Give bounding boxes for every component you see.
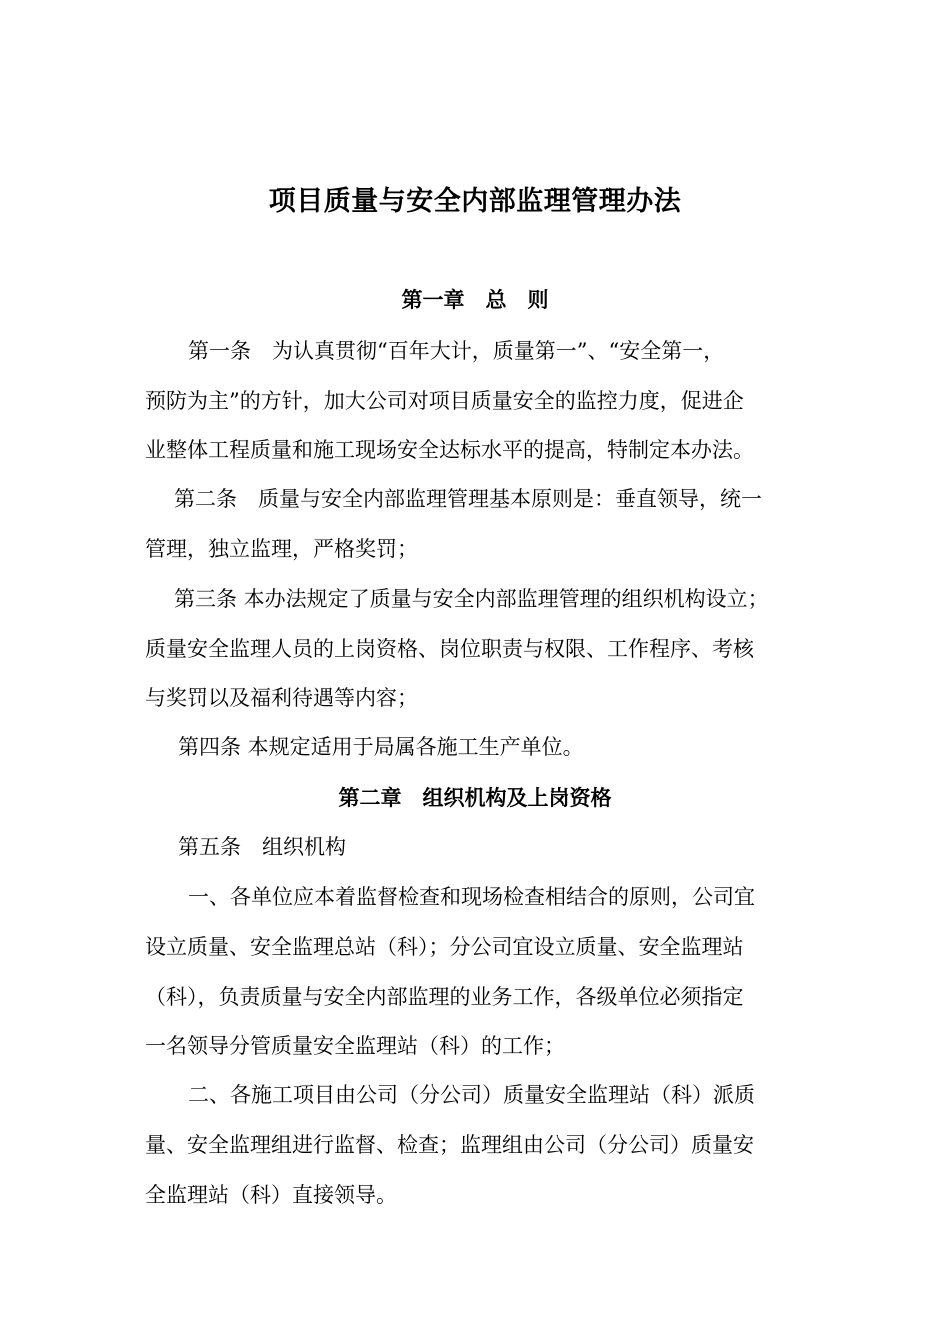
item-1-line-3: （科），负责质量与安全内部监理的业务工作，各级单位必须指定 bbox=[145, 985, 744, 1009]
article-1-line-2: 预防为主”的方针，加大公司对项目质量安全的监控力度，促进企 bbox=[145, 389, 744, 413]
item-2-line-2: 量、安全监理组进行监督、检查；监理组由公司（分公司）质量安 bbox=[145, 1133, 754, 1157]
item-2-line-3: 全监理站（科）直接领导。 bbox=[145, 1183, 397, 1207]
article-2-line-2: 管理，独立监理，严格奖罚； bbox=[145, 537, 418, 561]
article-1-line-1: 第一条 为认真贯彻“百年大计，质量第一”、“安全第一， bbox=[188, 339, 725, 363]
article-4-line-1: 第四条 本规定适用于局属各施工生产单位。 bbox=[178, 735, 584, 759]
article-5-line-1: 第五条 组织机构 bbox=[178, 835, 346, 859]
article-2-line-1: 第二条 质量与安全内部监理管理基本原则是：垂直领导，统一 bbox=[174, 487, 762, 511]
item-1-line-2: 设立质量、安全监理总站（科）；分公司宜设立质量、安全监理站 bbox=[145, 935, 744, 959]
item-1-line-4: 一名领导分管质量安全监理站（科）的工作； bbox=[145, 1034, 565, 1058]
article-3-line-2: 质量安全监理人员的上岗资格、岗位职责与权限、工作程序、考核 bbox=[145, 637, 754, 661]
document-title: 项目质量与安全内部监理管理办法 bbox=[268, 186, 682, 217]
article-3-line-3: 与奖罚以及福利待遇等内容； bbox=[145, 686, 418, 710]
item-1-line-1: 一、各单位应本着监督检查和现场检查相结合的原则，公司宜 bbox=[188, 885, 755, 909]
article-1-line-3: 业整体工程质量和施工现场安全达标水平的提高，特制定本办法。 bbox=[145, 438, 754, 462]
chapter-1-heading: 第一章 总 则 bbox=[401, 288, 549, 312]
article-3-line-1: 第三条 本办法规定了质量与安全内部监理管理的组织机构设立； bbox=[174, 587, 769, 611]
item-2-line-1: 二、各施工项目由公司（分公司）质量安全监理站（科）派质 bbox=[188, 1083, 755, 1107]
chapter-2-heading: 第二章 组织机构及上岗资格 bbox=[338, 786, 612, 810]
